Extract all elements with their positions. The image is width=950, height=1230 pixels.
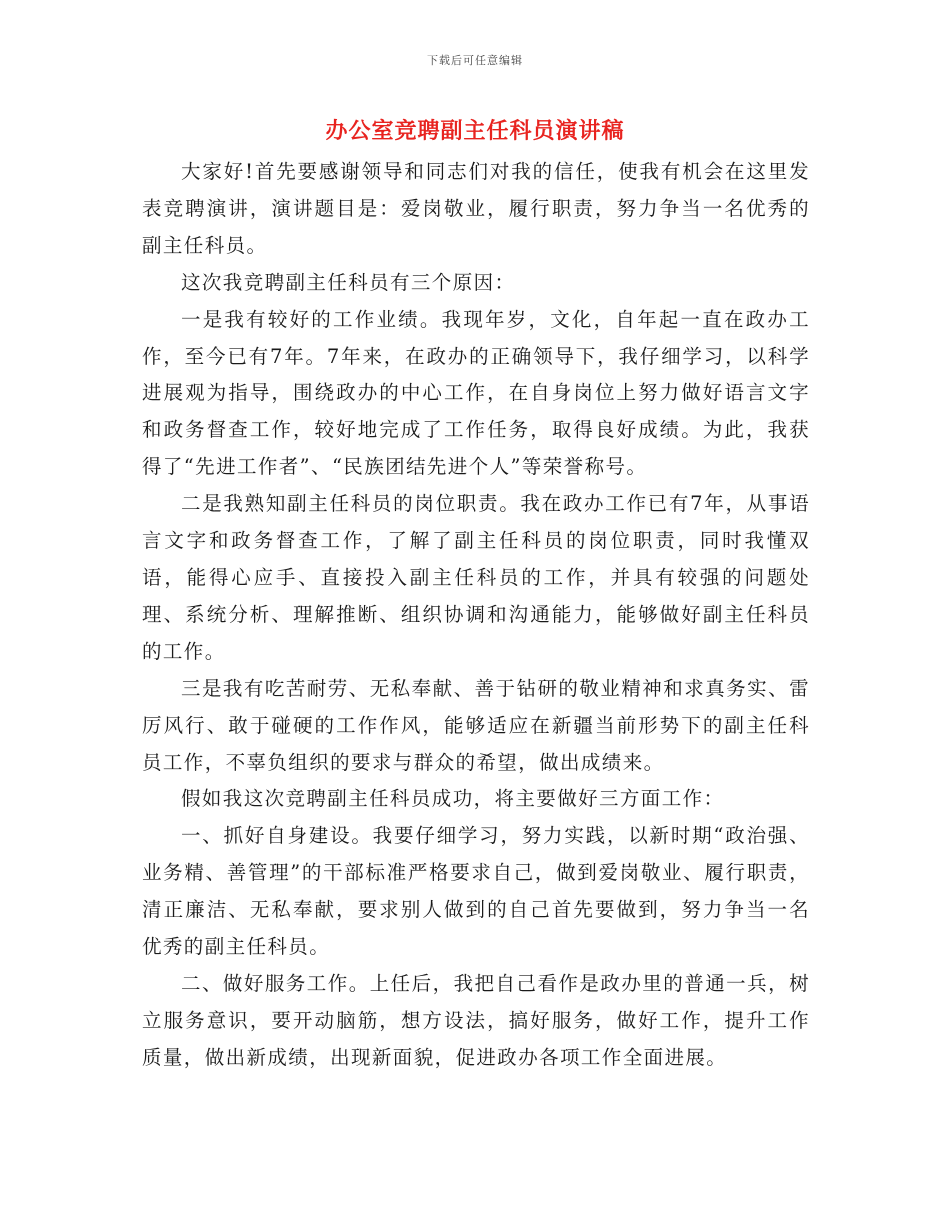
paragraph-reason-three: 三是我有吃苦耐劳、无私奉献、善于钻研的敬业精神和求真务实、雷厉风行、敢于碰硬的工作作风，能够适应在新疆当前形势下的副主任科员工作，不辜负组织的要求与群众的希望，做出成绩来。 <box>142 676 810 774</box>
paragraph-plan-one: 一、抓好自身建设。我要仔细学习，努力实践，以新时期“政治强、业务精、善管理”的干部标准严格要求自己，做到爱岗敬业、履行职责，清正廉洁、无私奉献，要求别人做到的自己首先要做到，努力争当一名优秀的副主任科员。 <box>142 824 810 959</box>
paragraph-reason-one: 一是我有较好的工作业绩。我现年岁，文化，自年起一直在政办工作，至今已有7年。7年来，在政办的正确领导下，我仔细学习，以科学进展观为指导，围绕政办的中心工作，在自身岗位上努力做好语言文字和政务督查工作，较好地完成了工作任务，取得良好成绩。为此，我获得了“先进工作者”、“民族团结先进个人”等荣誉称号。 <box>142 307 810 479</box>
paragraph-greeting: 大家好!首先要感谢领导和同志们对我的信任，使我有机会在这里发表竞聘演讲，演讲题目是：爱岗敬业，履行职责，努力争当一名优秀的副主任科员。 <box>142 160 810 257</box>
paragraph-reason-two: 二是我熟知副主任科员的岗位职责。我在政办工作已有7年，从事语言文字和政务督查工作，了解了副主任科员的岗位职责，同时我懂双语，能得心应手、直接投入副主任科员的工作，并具有较强的问题处理、系统分析、理解推断、组织协调和沟通能力，能够做好副主任科员的工作。 <box>142 492 810 663</box>
document-title: 办公室竞聘副主任科员演讲稿 <box>325 118 625 144</box>
paragraph-plan-two: 二、做好服务工作。上任后，我把自己看作是政办里的普通一兵，树立服务意识，要开动脑筋，想方设法，搞好服务，做好工作，提升工作质量，做出新成绩，出现新面貌，促进政办各项工作全面进展。 <box>142 971 810 1069</box>
document-body <box>142 154 810 1077</box>
paragraph-plan-intro: 假如我这次竞聘副主任科员成功，将主要做好三方面工作： <box>181 787 725 811</box>
paragraph-reasons-intro: 这次我竞聘副主任科员有三个原因： <box>181 270 516 294</box>
page-header-note: 下载后可任意编辑 <box>427 54 523 67</box>
